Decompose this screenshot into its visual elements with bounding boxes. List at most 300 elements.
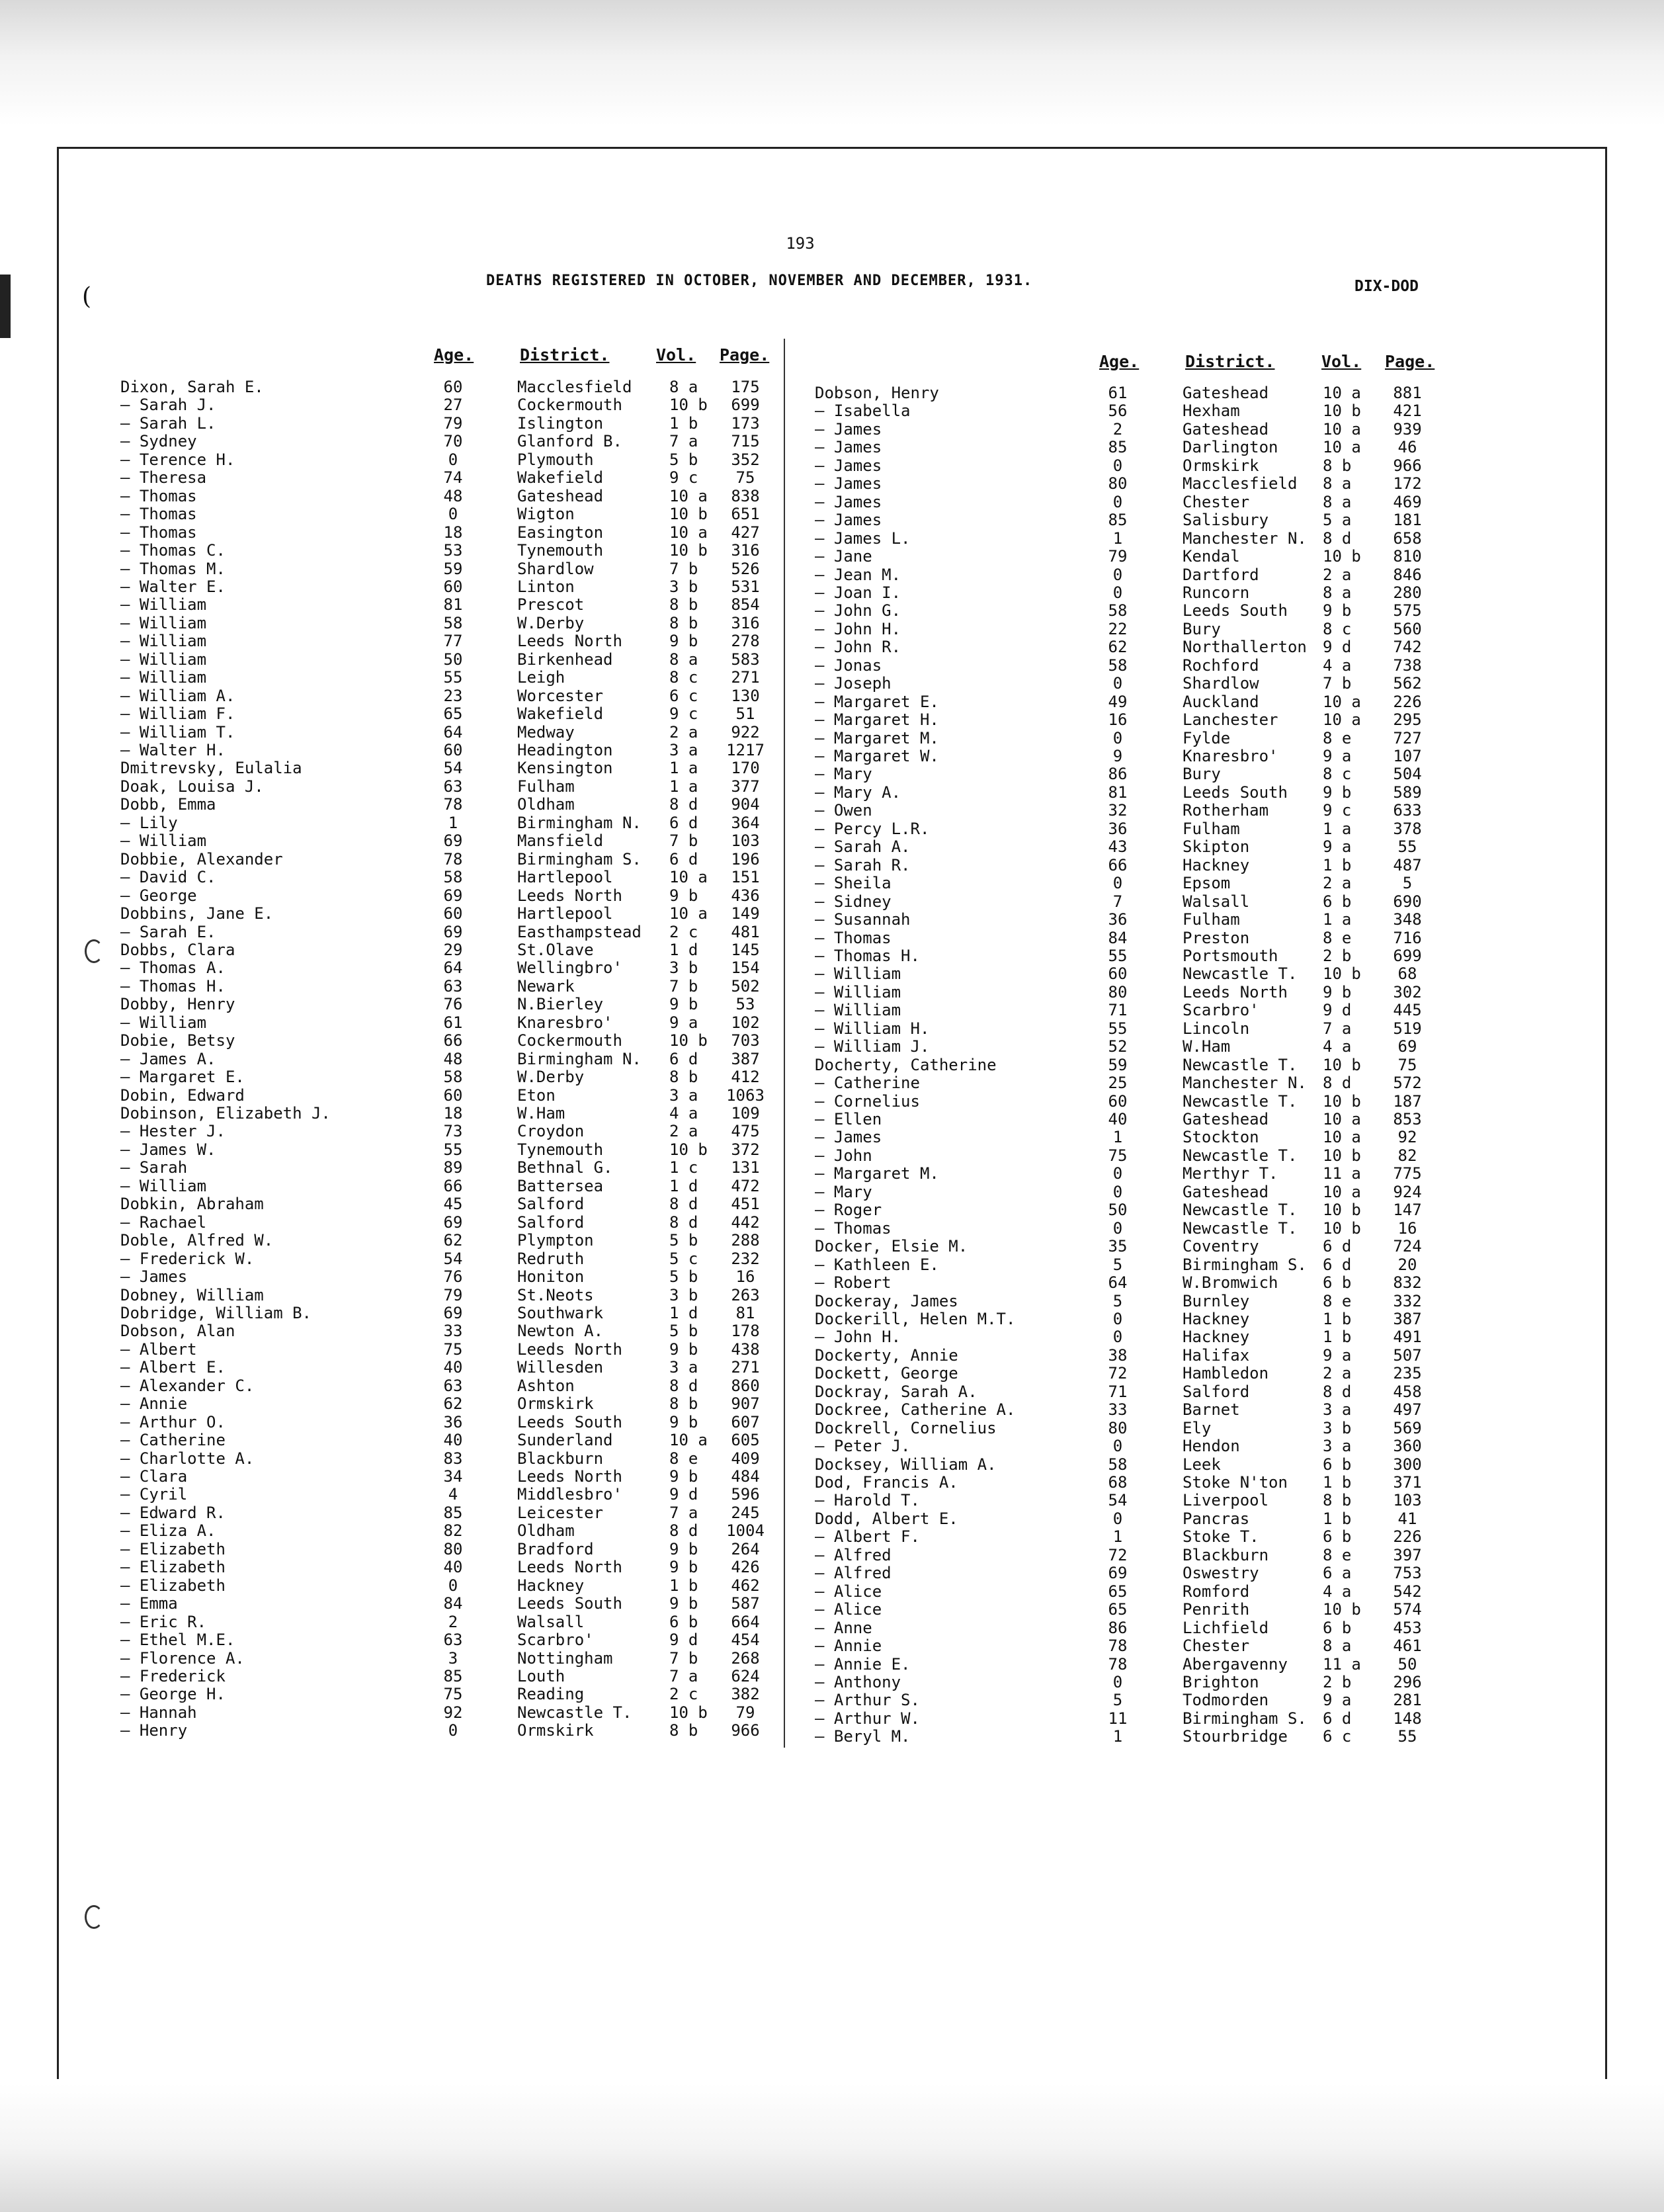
entry-age: 33 — [1108, 1400, 1128, 1420]
scan-top-shadow — [0, 0, 1664, 126]
entry-page: 103 — [731, 831, 760, 851]
entry-age: 7 — [1112, 892, 1123, 911]
entry-row — [120, 1377, 782, 1394]
entry-page: 922 — [731, 722, 760, 742]
entry-page: 458 — [1393, 1382, 1422, 1401]
entry-vol: 6 d — [669, 813, 698, 832]
entry-name: — Robert — [815, 1273, 892, 1293]
entry-district: Coventry — [1183, 1237, 1259, 1256]
entry-name: — Sarah E. — [120, 922, 216, 941]
entry-district: Willesden — [517, 1358, 604, 1377]
entry-district: Dartford — [1183, 565, 1259, 584]
entry-row — [815, 964, 1595, 982]
entry-row — [120, 977, 782, 995]
entry-district: Bury — [1183, 765, 1221, 784]
entry-vol: 8 d — [1323, 1382, 1352, 1401]
entry-page: 664 — [731, 1612, 760, 1631]
entry-row — [120, 1231, 782, 1249]
entry-district: Tynemouth — [517, 1140, 604, 1159]
entry-page: 75 — [1397, 1055, 1417, 1074]
entry-row — [120, 1031, 782, 1049]
entry-page: 409 — [731, 1449, 760, 1468]
entry-vol: 10 b — [1323, 402, 1361, 421]
entry-name: — Roger — [815, 1201, 882, 1220]
entry-name: — William — [120, 668, 207, 687]
entry-name: — William J. — [815, 1037, 930, 1056]
entry-vol: 9 b — [1323, 982, 1352, 1001]
entry-row — [120, 668, 782, 686]
entry-page: 742 — [1393, 638, 1422, 657]
entry-vol: 1 d — [669, 1176, 698, 1195]
entry-row — [120, 396, 782, 413]
entry-row — [120, 595, 782, 613]
entry-name: Doble, Alfred W. — [120, 1231, 274, 1250]
entry-page: 438 — [731, 1340, 760, 1359]
entry-row — [815, 1201, 1595, 1218]
entry-name: — Annie — [120, 1394, 188, 1414]
entry-page: 149 — [731, 904, 760, 923]
entry-district: Worcester — [517, 686, 604, 705]
entry-age: 65 — [443, 704, 463, 724]
entry-vol: 9 c — [1323, 801, 1352, 820]
entry-name: — Thomas M. — [120, 559, 226, 578]
entry-age: 0 — [1112, 583, 1123, 602]
entry-district: Hexham — [1183, 402, 1240, 421]
entry-district: Newcastle T. — [1183, 1091, 1298, 1111]
entry-row — [120, 1576, 782, 1594]
entry-vol: 2 b — [1323, 946, 1352, 965]
entry-age: 79 — [443, 413, 463, 433]
entry-district: Rotherham — [1183, 801, 1269, 820]
scan-bottom-shadow — [0, 2084, 1664, 2212]
entry-page: 5 — [1402, 874, 1413, 893]
entry-name: — Alfred — [815, 1564, 892, 1583]
entry-row — [815, 1255, 1595, 1273]
entry-name: Dobbs, Clara — [120, 940, 235, 959]
entry-row — [815, 1146, 1595, 1164]
entry-name: — John H. — [815, 1328, 901, 1347]
entry-vol: 1 b — [1323, 1509, 1352, 1528]
entry-age: 36 — [1108, 819, 1128, 838]
entry-page: 715 — [731, 432, 760, 451]
entry-vol: 2 c — [669, 922, 698, 941]
entry-row — [120, 923, 782, 941]
entry-page: 154 — [731, 958, 760, 978]
entry-age: 92 — [443, 1703, 463, 1722]
entry-district: Pancras — [1183, 1509, 1250, 1528]
entry-row — [815, 801, 1595, 819]
entry-vol: 3 b — [669, 577, 698, 596]
entry-district: Wigton — [517, 505, 575, 524]
entry-page: 703 — [731, 1031, 760, 1050]
entry-name: — Edward R. — [120, 1503, 226, 1522]
entry-page: 716 — [1393, 928, 1422, 947]
entry-name: — Florence A. — [120, 1648, 245, 1668]
entry-row — [120, 1467, 782, 1485]
entry-age: 84 — [443, 1594, 463, 1613]
entry-vol: 2 b — [1323, 1672, 1352, 1691]
entry-page: 302 — [1393, 982, 1422, 1001]
entry-row — [120, 941, 782, 958]
entry-row — [815, 983, 1595, 1001]
entry-district: Preston — [1183, 928, 1250, 947]
entry-page: 860 — [731, 1376, 760, 1395]
entry-district: Liverpool — [1183, 1491, 1269, 1510]
entry-age: 75 — [1108, 1146, 1128, 1165]
entry-district: Todmorden — [1183, 1691, 1269, 1710]
entry-name: Dod, Francis A. — [815, 1473, 958, 1492]
entry-vol: 2 a — [669, 722, 698, 742]
entry-district: Abergavenny — [1183, 1654, 1288, 1674]
entry-district: Leeds South — [517, 1412, 622, 1431]
entry-district: Portsmouth — [1183, 946, 1278, 965]
entry-row — [120, 1449, 782, 1467]
entry-page: 51 — [735, 704, 755, 724]
entry-name: — Albert F. — [815, 1527, 920, 1547]
entry-vol: 9 a — [669, 1013, 698, 1032]
entry-name: — William F. — [120, 704, 235, 724]
entry-page: 278 — [731, 632, 760, 651]
entry-district: Merthyr T. — [1183, 1164, 1278, 1183]
entry-vol: 3 b — [669, 1285, 698, 1304]
entry-vol: 10 a — [1323, 1182, 1361, 1201]
entry-row — [120, 850, 782, 868]
entry-age: 48 — [443, 486, 463, 505]
entry-vol: 6 d — [669, 1049, 698, 1068]
entry-district: Leeds South — [1183, 601, 1288, 620]
entry-district: Hackney — [1183, 855, 1250, 874]
entry-district: Leeds North — [517, 1340, 622, 1359]
entry-name: — James L. — [815, 529, 911, 548]
entry-age: 0 — [1112, 1182, 1123, 1201]
entry-district: Newcastle T. — [1183, 964, 1298, 984]
entry-row — [815, 1364, 1595, 1382]
entry-age: 0 — [1112, 1164, 1123, 1183]
entry-page: 853 — [1393, 1110, 1422, 1128]
entry-name: — Thomas — [120, 523, 197, 542]
entry-name: — Elizabeth — [120, 1558, 226, 1577]
entry-row — [120, 868, 782, 886]
entry-row — [120, 904, 782, 922]
entry-district: Lichfield — [1183, 1618, 1269, 1637]
entry-age: 63 — [443, 1376, 463, 1395]
entry-vol: 3 a — [669, 1085, 698, 1105]
entry-district: Macclesfield — [1183, 474, 1298, 493]
entry-age: 60 — [1108, 1091, 1128, 1111]
entry-page: 148 — [1393, 1709, 1422, 1728]
entry-row — [120, 1721, 782, 1739]
entry-page: 775 — [1393, 1164, 1422, 1183]
entry-vol: 8 b — [669, 1394, 698, 1414]
entry-name: — Theresa — [120, 468, 207, 488]
entry-age: 69 — [443, 831, 463, 851]
entry-name: — Emma — [120, 1594, 178, 1613]
entry-page: 904 — [731, 795, 760, 814]
entry-row — [815, 1437, 1595, 1455]
entry-row — [815, 1273, 1595, 1291]
entry-page: 364 — [731, 813, 760, 832]
entry-page: 519 — [1393, 1019, 1422, 1038]
entry-row — [120, 1086, 782, 1104]
entry-district: Ormskirk — [517, 1721, 594, 1740]
entry-row — [120, 1540, 782, 1558]
header-vol-left: Vol. — [656, 345, 696, 364]
entry-vol: 9 b — [669, 632, 698, 651]
entry-name: — Jane — [815, 547, 872, 566]
entry-vol: 1 a — [1323, 910, 1352, 929]
entry-district: Leeds North — [1183, 982, 1288, 1001]
entry-age: 85 — [1108, 511, 1128, 530]
entry-page: 102 — [731, 1013, 760, 1032]
entry-name: — Cornelius — [815, 1091, 920, 1111]
entry-age: 71 — [1108, 1382, 1128, 1401]
entry-page: 268 — [731, 1648, 760, 1668]
entry-page: 607 — [731, 1412, 760, 1431]
entry-district: Blackburn — [517, 1449, 604, 1468]
entry-vol: 3 b — [669, 958, 698, 978]
entry-district: Northallerton — [1183, 638, 1307, 657]
entry-vol: 8 c — [669, 668, 698, 687]
entry-page: 542 — [1393, 1582, 1422, 1601]
entry-district: Linton — [517, 577, 575, 596]
entry-age: 61 — [1108, 384, 1128, 402]
entry-age: 0 — [1112, 456, 1123, 475]
entry-page: 421 — [1393, 402, 1422, 421]
entry-age: 60 — [443, 1085, 463, 1105]
entry-vol: 1 b — [1323, 855, 1352, 874]
entry-age: 5 — [1112, 1255, 1123, 1274]
entry-age: 27 — [443, 396, 463, 415]
entry-age: 0 — [1112, 1672, 1123, 1691]
entry-vol: 10 b — [669, 1140, 708, 1159]
entry-name: Dixon, Sarah E. — [120, 378, 264, 396]
entry-age: 1 — [1112, 1527, 1123, 1547]
entry-district: Birmingham N. — [517, 1049, 642, 1068]
entry-vol: 10 a — [669, 904, 708, 923]
entry-page: 81 — [735, 1303, 755, 1322]
entry-age: 65 — [1108, 1600, 1128, 1619]
entry-name: — James — [815, 1128, 882, 1147]
entry-age: 68 — [1108, 1473, 1128, 1492]
entry-age: 50 — [1108, 1201, 1128, 1220]
entry-name: — Henry — [120, 1721, 188, 1740]
entry-page: 810 — [1393, 547, 1422, 566]
entry-name: — Mary — [815, 765, 872, 784]
entry-vol: 10 b — [1323, 1055, 1361, 1074]
entry-page: 196 — [731, 849, 760, 869]
entry-vol: 10 b — [1323, 1218, 1361, 1238]
entry-name: — Margaret M. — [815, 728, 939, 747]
entry-vol: 10 b — [1323, 1600, 1361, 1619]
entry-page: 41 — [1397, 1509, 1417, 1528]
entry-district: Fulham — [1183, 910, 1240, 929]
entry-name: — Thomas — [815, 928, 892, 947]
entry-page: 633 — [1393, 801, 1422, 820]
entry-page: 69 — [1397, 1037, 1417, 1056]
entry-district: W.Derby — [517, 613, 585, 632]
entry-page: 491 — [1393, 1328, 1422, 1347]
entry-page: 560 — [1393, 619, 1422, 638]
entry-district: Leeds North — [517, 632, 622, 651]
entry-age: 69 — [1108, 1564, 1128, 1583]
entry-page: 109 — [731, 1104, 760, 1123]
entry-name: — Frederick W. — [120, 1249, 255, 1268]
entry-vol: 9 a — [1323, 747, 1352, 765]
entry-district: Plymouth — [517, 450, 594, 469]
entry-row — [120, 958, 782, 976]
entry-row — [120, 1013, 782, 1031]
entry-name: Docker, Elsie M. — [815, 1237, 968, 1256]
entry-row — [120, 432, 782, 450]
entry-age: 2 — [448, 1612, 458, 1631]
entry-page: 387 — [1393, 1309, 1422, 1328]
entry-page: 907 — [731, 1394, 760, 1414]
entry-age: 35 — [1108, 1237, 1128, 1256]
entry-name: — Anne — [815, 1618, 872, 1637]
entry-vol: 9 b — [669, 886, 698, 905]
entry-district: Birkenhead — [517, 650, 613, 669]
entry-vol: 8 c — [1323, 765, 1352, 784]
entry-vol: 6 d — [1323, 1709, 1352, 1728]
entry-vol: 1 a — [669, 759, 698, 778]
entry-row — [815, 747, 1595, 765]
entry-page: 939 — [1393, 419, 1422, 439]
entry-age: 40 — [443, 1358, 463, 1377]
entry-row — [120, 741, 782, 759]
entry-district: Oswestry — [1183, 1564, 1259, 1583]
entry-age: 48 — [443, 1049, 463, 1068]
entry-name: — James — [120, 1267, 188, 1287]
entry-age: 72 — [1108, 1364, 1128, 1383]
entry-row — [815, 1564, 1595, 1582]
entry-row — [815, 384, 1595, 402]
entry-age: 54 — [443, 1249, 463, 1268]
entry-page: 281 — [1393, 1691, 1422, 1710]
entry-page: 504 — [1393, 765, 1422, 784]
entry-vol: 9 b — [669, 1539, 698, 1558]
entry-row — [815, 420, 1595, 438]
entry-district: Skipton — [1183, 837, 1250, 857]
entry-age: 38 — [1108, 1345, 1128, 1365]
entry-page: 436 — [731, 886, 760, 905]
entry-district: Easington — [517, 523, 604, 542]
entry-district: Croydon — [517, 1122, 585, 1141]
entry-row — [815, 1527, 1595, 1545]
entry-name: Dockett, George — [815, 1364, 958, 1383]
entry-district: Salford — [517, 1195, 585, 1214]
entry-page: 481 — [731, 922, 760, 941]
entry-district: Ely — [1183, 1418, 1212, 1437]
entry-name: — Arthur W. — [815, 1709, 920, 1728]
page-title: DEATHS REGISTERED IN OCTOBER, NOVEMBER AND DECEMBER, 1931. — [486, 273, 1033, 289]
entry-page: 75 — [735, 468, 755, 488]
entry-name: — Alfred — [815, 1545, 892, 1564]
entry-vol: 7 a — [669, 1666, 698, 1685]
entry-vol: 5 b — [669, 450, 698, 469]
entry-name: — James — [815, 474, 882, 493]
entry-vol: 10 a — [669, 486, 708, 505]
entry-vol: 5 b — [669, 1231, 698, 1250]
entry-name: — Hester J. — [120, 1122, 226, 1141]
entry-page: 453 — [1393, 1618, 1422, 1637]
entry-age: 0 — [1112, 1437, 1123, 1456]
entry-age: 4 — [448, 1485, 458, 1504]
entry-age: 69 — [443, 886, 463, 905]
entry-page: 469 — [1393, 492, 1422, 511]
entry-name: Dobson, Henry — [815, 384, 939, 402]
entry-row — [815, 1183, 1595, 1201]
column-divider — [784, 339, 785, 1748]
entry-page: 332 — [1393, 1291, 1422, 1310]
entry-age: 74 — [443, 468, 463, 488]
entry-district: W.Derby — [517, 1068, 585, 1087]
entry-name: — William A. — [120, 686, 235, 705]
entry-page: 271 — [731, 668, 760, 687]
entry-row — [120, 723, 782, 741]
entry-row — [120, 541, 782, 559]
entry-age: 2 — [1112, 419, 1123, 439]
entry-vol: 10 a — [1323, 384, 1361, 402]
entry-district: Leek — [1183, 1455, 1221, 1474]
entry-age: 58 — [1108, 656, 1128, 675]
entry-row — [120, 1613, 782, 1631]
entry-age: 36 — [443, 1412, 463, 1431]
entry-vol: 11 a — [1323, 1654, 1361, 1674]
entry-vol: 9 d — [1323, 1001, 1352, 1020]
entry-vol: 6 b — [1323, 1527, 1352, 1547]
entry-vol: 8 a — [1323, 474, 1352, 493]
entry-name: — Peter J. — [815, 1437, 911, 1456]
entry-age: 75 — [443, 1685, 463, 1704]
entry-name: — William — [815, 1001, 901, 1020]
entry-district: Wakefield — [517, 468, 604, 488]
entry-page: 226 — [1393, 1527, 1422, 1547]
entry-vol: 10 b — [1323, 964, 1361, 984]
entry-row — [120, 650, 782, 668]
entry-name: Dobkin, Abraham — [120, 1195, 264, 1214]
entry-row — [815, 910, 1595, 928]
entry-row — [815, 511, 1595, 529]
entry-page: 846 — [1393, 565, 1422, 584]
entry-row — [815, 765, 1595, 783]
entry-name: Dobbie, Alexander — [120, 849, 283, 869]
entry-page: 55 — [1397, 837, 1417, 857]
entry-age: 40 — [443, 1431, 463, 1450]
entry-age: 77 — [443, 632, 463, 651]
entry-name: — William — [120, 595, 207, 615]
entry-vol: 2 a — [1323, 565, 1352, 584]
entry-district: Fulham — [1183, 819, 1240, 838]
entry-district: Romford — [1183, 1582, 1250, 1601]
entry-vol: 5 a — [1323, 511, 1352, 530]
entry-row — [120, 1267, 782, 1285]
entry-row — [815, 1709, 1595, 1727]
entry-name: — Cyril — [120, 1485, 188, 1504]
entry-district: Prescot — [517, 595, 585, 615]
entry-district: W.Ham — [517, 1104, 565, 1123]
entry-row — [120, 1649, 782, 1667]
entry-row — [815, 547, 1595, 565]
header-page-left: Page. — [720, 345, 770, 364]
entry-vol: 5 b — [669, 1322, 698, 1341]
entry-age: 32 — [1108, 801, 1128, 820]
entry-page: 378 — [1393, 819, 1422, 838]
entry-page: 387 — [731, 1049, 760, 1068]
entry-vol: 9 d — [669, 1631, 698, 1650]
entry-page: 187 — [1393, 1091, 1422, 1111]
entry-district: Fulham — [517, 777, 575, 796]
entry-age: 9 — [1112, 747, 1123, 765]
